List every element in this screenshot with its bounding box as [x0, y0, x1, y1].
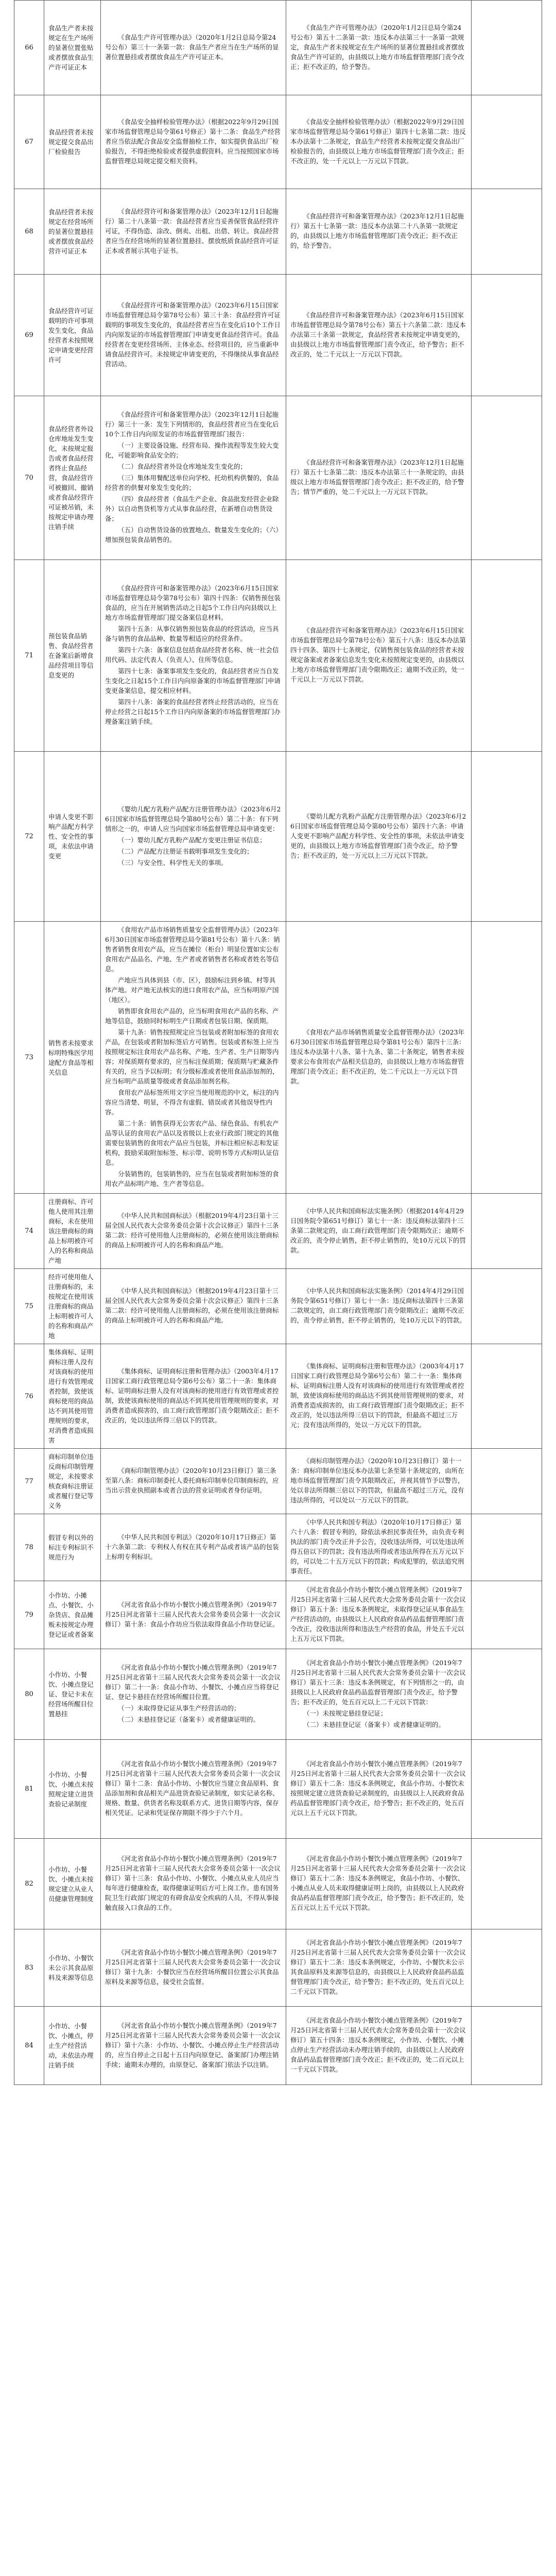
legal-basis-paragraph: 《食品经营许可和备案管理办法》（2023年12月1日起施行）第三十一条：发生下列情形的，食品经营者应当在变化后10个工作日内向原发证的市场监督管理部门报告： [105, 411, 279, 438]
legal-basis-paragraph: 《食品经营许可和备案管理办法》（2023年6月15日国家市场监督管理总局令第78号公布）第三十条：食品经营许可证载明的事项发生变化的，食品经营者应当在变化后10个工作日内向原发证的市场监督管理部门申请变更食品经营许可。食品经营者在变更经营场所、主体业态、经营项目的，应当重新申请食品经营许可。未按规定申请变更的，不得继续从事食品经营活动。 [105, 301, 281, 368]
table-row [14, 1, 542, 95]
table-row [14, 95, 542, 189]
legal-basis-cell [101, 1344, 286, 1449]
row-number: 84 [14, 2007, 44, 2085]
penalty-basis-paragraph: 《食品经营许可和备案管理办法》（2023年12月1日起施行）第五十七条第二款：违反本办法第三十一条规定的，由县级以上地方市场监督管理部门责令改正；拒不改正的，给予警告；情节严重的，处二千元以上一万元以下罚款。 [290, 459, 464, 496]
legal-basis-paragraph: 《河北省食品小作坊小餐饮小摊点管理条例》（2019年7月25日河北省第十三届人民代表大会常务委员会第十一次会议修订）第二十一条：食品小作坊、小餐饮、小摊点应当将登记证、登记卡悬挂在经营场所醒目位置。 [105, 1664, 281, 1701]
legal-basis-cell [101, 275, 286, 396]
legal-basis-cell [101, 1449, 286, 1514]
legal-basis-paragraph: （二）食品经营者外设仓库地址发生变化的； [118, 463, 247, 470]
legal-basis-cell [101, 2007, 286, 2085]
legal-basis-paragraph: 《中华人民共和国商标法》（根据2019年4月23日第十三届全国人民代表大会常务委员会第十次会议修正）第四十三条第二款：经许可使用他人注册商标的，必须在使用该注册商标的商品上标明被许可人的名称和商品产地。 [105, 1212, 279, 1249]
row-number: 76 [14, 1344, 44, 1449]
legal-basis-cell [101, 1929, 286, 2007]
legal-basis-paragraph: （一）未取得登记证从事生产经营活动的； [118, 1704, 240, 1712]
violation-item: 小作坊、小餐饮、小摊点登记证、登记卡未在经营场所醒目位置悬挂 [44, 1649, 101, 1740]
penalty-basis-paragraph: 《中华人民共和国商标法实施条例》（2014年4月29日国务院令第651号修订）第七十一条：违反商标法第四十三条第二款规定的，由工商行政管理部门责令限期改正；逾期不改正的，责令停止销售，拒不停止销售的，处10万元以下的罚款。 [290, 1287, 466, 1324]
remarks-cell [472, 1344, 542, 1449]
penalty-basis-paragraph: 《食品经营许可和备案管理办法》（2023年6月15日国家市场监督管理总局令第78号公布）第五十八条：违反本办法第四十四条、第四十七条规定，仅销售预包装食品的经营者未按规定备案或者备案信息发生变化未按照规定变更的，由县级以上地方市场监督管理部门责令限期改正；逾期不改正的，处一千元以上一万元以下罚款。 [290, 626, 466, 683]
legal-basis-paragraph: 分装销售的，包装销售的，应当在包装或者附加标签的食用农产品标明产地、生产者等信息。 [105, 1170, 279, 1188]
penalty-basis-cell [286, 922, 472, 1194]
row-number: 66 [14, 1, 44, 95]
row-number: 75 [14, 1269, 44, 1344]
legal-basis-paragraph: 《集体商标、证明商标注册和管理办法》（2003年4月17日国家工商行政管理总局令第6号公布）第二十一条：集体商标、证明商标注册人没有对该商标的使用进行有效管理或者控制，致使该商标使用的商品达不到其使用管理规则的要求，对消费者造成损害的，由工商行政管理部门责令限期改正；拒不改正的，处以违法所得三倍以下的罚款。 [105, 1367, 279, 1424]
row-number: 73 [14, 922, 44, 1194]
violation-item: 集体商标、证明商标注册人没有对该商标的使用进行有效管理或者控制，致使该商标使用的商品达不到其使用管理规则的要求，对消费者造成损害 [44, 1344, 101, 1449]
legal-basis-paragraph: （四）食品经营者（食品生产企业、食品批发经营企业除外）以自动售货机等方式从事食品经营，在新增自动售货设备； [105, 495, 279, 522]
penalty-basis-paragraph: 《河北省食品小作坊小餐饮小摊点管理条例》（2019年7月25日河北省第十三届人民代表大会常务委员会第十一次会议修订）第五十三条：违反本条例规定，有下列情形之一的，由县级以上人民政府食品药品监督管理部门责令改正，给予警告；拒不改正的，处五百元以上二千元以下罚款： [290, 1658, 466, 1706]
penalty-basis-cell [286, 1, 472, 95]
penalty-basis-cell [286, 396, 472, 560]
violation-item: 食品经营者外设仓库地址发生变化，未按规定报告或者食品经营者终止食品经营，食品经营许可被撤回、撤销或者食品经营许可证被吊销，未按规定申请办理注销手续 [44, 396, 101, 560]
legal-basis-paragraph: 《中华人民共和国商标法》（根据2019年4月23日第十三届全国人民代表大会常务委员会第十次会议修正）第四十三条第二款：经许可使用他人注册商标的，必须在使用该注册商标的商品上标明被许可人的名称和商品产地。 [105, 1287, 279, 1324]
penalty-basis-cell [286, 189, 472, 275]
legal-basis-cell [101, 752, 286, 922]
penalty-basis-paragraph: 《食品生产许可管理办法》（2020年1月2日总局令第24号公布）第五十二条第一款：违反本办法第三十一条第一款规定，食品生产者未按规定在生产场所的显著位置悬挂或者摆放食品生产许可证的，由县级以上地方市场监督管理部门责令改正；拒不改正的，给予警告。 [290, 23, 464, 71]
violation-item: 申请人变更不影响产品配方科学性、安全性的事项，未依法申请变更 [44, 752, 101, 922]
violation-item: 商标印制单位违反商标印制管理规定，未按要求核查商标注册证或者履行登记等义务 [44, 1449, 101, 1514]
row-number: 79 [14, 1581, 44, 1649]
legal-basis-paragraph: （三）集体用餐配送单位向学校、托幼机构供餐的，食品经营者的供餐对象发生变化的； [105, 474, 279, 492]
penalty-basis-cell [286, 1581, 472, 1649]
legal-basis-paragraph: （五）自动售货设备的放置地点、数量发生变化的；（六）增加预包装食品销售的。 [105, 526, 279, 544]
legal-basis-paragraph: 第四十六条：备案信息包括食品经营者名称、统一社会信用代码、法定代表人（负责人）、住所等信息。 [105, 646, 279, 664]
table-row [14, 752, 542, 922]
penalty-basis-paragraph: 《集体商标、证明商标注册和管理办法》（2003年4月17日国家工商行政管理总局令第6号公布）第二十一条：集体商标、证明商标注册人没有对该商标的使用进行有效管理或者控制，致使该商标使用的商品达不到其使用管理规则的要求，对消费者造成损害的，由工商行政管理部门责令限期改正；拒不改正的，处以违法所得三倍以下的罚款，但最高不超过三万元；没有违法所得的，处以一万元以下的罚款。 [290, 1362, 464, 1429]
legal-basis-paragraph: 第四十七条：备案事项发生变化的，食品经营者应当自发生变化之日起15个工作日内向原备案的市场监督管理部门申请变更备案信息，提交相应材料。 [105, 667, 281, 694]
legal-basis-cell [101, 189, 286, 275]
penalty-basis-cell [286, 2007, 472, 2085]
table-row [14, 2007, 542, 2085]
row-number: 71 [14, 560, 44, 752]
legal-basis-cell [101, 560, 286, 752]
penalty-basis-cell [286, 1740, 472, 1839]
row-number: 68 [14, 189, 44, 275]
legal-basis-cell [101, 922, 286, 1194]
penalty-basis-paragraph: 《食用农产品市场销售质量安全监督管理办法》（2023年6月30日国家市场监督管理总局令第81号公布）第四十三条：违反本办法第十八条、第十九条、第二十条规定，销售者未按要求公布食用农产品相关信息的，由县级以上地方市场监督管理部门责令改正；拒不改正的，处二千元以上一万元以下罚款。 [290, 1028, 465, 1085]
legal-basis-cell [101, 1649, 286, 1740]
violation-item: 小作坊、小餐饮、小摊点，停止生产经营活动，未依法办理注销手续 [44, 2007, 101, 2085]
violation-item: 注册商标、许可他人使用其注册商标，未在使用该注册商标的商品上标明被许可人的名称和商品产地 [44, 1194, 101, 1269]
legal-basis-paragraph: 《食品经营许可和备案管理办法》（2023年12月1日起施行）第二十八条第一款：食品经营者应当妥善保管食品经营许可证，不得伪造、涂改、倒卖、出租、出借、转让。食品经营者应当在经营场所的显著位置悬挂、摆放纸质食品经营许可证正本或者展示其电子证书。 [105, 207, 279, 255]
penalty-basis-paragraph: 《河北省食品小作坊小餐饮小摊点管理条例》（2019年7月25日河北省第十三届人民代表大会常务委员会第十一次会议修订）第五十四条：违反本条例规定，小作坊、小餐饮、小摊点停止生产经营活动未办理注销手续的，由县级以上人民政府食品药品监督管理部门责令改正；拒不改正的，处二百元以上一千元以下罚款。 [290, 2016, 466, 2073]
remarks-cell [472, 560, 542, 752]
legal-basis-paragraph: 《河北省食品小作坊小餐饮小摊点管理条例》（2019年7月25日河北省第十三届人民代表大会常务委员会第十一次会议修订）第十六条：小作坊、小餐饮、小摊点停止生产经营活动的，应当自停止之日起十五日内向原登记、备案部门办理注销手续；逾期未办理的，由原登记、备案部门依法予以注销。 [105, 2021, 281, 2069]
penalty-basis-cell [286, 1929, 472, 2007]
row-number: 72 [14, 752, 44, 922]
violation-item: 小作坊、小餐饮未公示其食品原料及来源等信息 [44, 1929, 101, 2007]
violation-item: 销售者未按要求标明特殊医学用途配方食品等相关信息 [44, 922, 101, 1194]
table-row [14, 1514, 542, 1581]
penalty-basis-paragraph: 《中华人民共和国专利法》（2020年10月17日修正）第六十八条：假冒专利的，除依法承担民事责任外，由负责专利执法的部门责令改正并予公告，没收违法所得，可以处违法所得五倍以下的罚款；没有违法所得或者违法所得在五万元以下的，可以处二十五万元以下的罚款；构成犯罪的，依法追究刑事责任。 [290, 1518, 464, 1575]
legal-basis-cell [101, 95, 286, 189]
table-row [14, 560, 542, 752]
penalty-basis-cell [286, 95, 472, 189]
remarks-cell [472, 1839, 542, 1929]
legal-basis-paragraph: 《婴幼儿配方乳粉产品配方注册管理办法》（2023年6月26日国家市场监督管理总局令第80号公布）第二十条：有下列情形之一的，申请人应当向国家市场监督管理总局申请变更： [105, 805, 281, 833]
legal-basis-paragraph: 《食品安全抽样检验管理办法》（根据2022年9月29日国家市场监督管理总局令第61号修正）第十二条：食品生产经营者应当依法配合食品安全监督抽检工作，如实提供食品出厂检验报告，不得拒绝检验或者提供虚假资料。应当按照国家市场监督管理总局规定提交相关资料。 [105, 117, 281, 165]
penalty-basis-cell [286, 752, 472, 922]
violation-item: 假冒专利以外的标注专利标识不规范行为 [44, 1514, 101, 1581]
row-number: 69 [14, 275, 44, 396]
table-row [14, 275, 542, 396]
table-row [14, 1344, 542, 1449]
row-number: 67 [14, 95, 44, 189]
penalty-basis-paragraph: 《河北省食品小作坊小餐饮小摊点管理条例》（2019年7月25日河北省第十三届人民代表大会常务委员会第十一次会议修订）第五十条：违反本条例规定，未取得登记证从事食品生产经营活动的，由县级以上人民政府食品药品监督管理部门责令改正，没收违法所得和违法生产经营的食品，并处五千元以上五万元以下罚款。 [290, 1586, 466, 1642]
legal-basis-paragraph: （一）主要设备设施、经营布局、操作流程等发生较大变化，可能影响食品安全的； [105, 442, 279, 459]
violation-item: 小作坊、小餐饮、小摊点未按照规定建立进货查验记录制度 [44, 1740, 101, 1839]
legal-basis-paragraph: 《河北省食品小作坊小餐饮小摊点管理条例》（2019年7月25日河北省第十三届人民代表大会常务委员会第十一次会议修订）第十二条：食品小作坊、小餐饮应当建立食品原料、食品添加剂和食品相关产品进货查验记录制度，如实记录名称、规格、数量、供货者名称及联系方式、进货日期等内容，保存相关凭证。记录和凭证保存期限不得少于六个月。 [105, 1760, 281, 1817]
remarks-cell [472, 275, 542, 396]
row-number: 70 [14, 396, 44, 560]
row-number: 78 [14, 1514, 44, 1581]
remarks-cell [472, 1740, 542, 1839]
violation-item: 食品经营者未按规定在经营场所的显著位置悬挂或者摆放食品经营许可证正本 [44, 189, 101, 275]
legal-basis-paragraph: （二）产品配方注册证书载明事项发生变化的； [118, 847, 253, 855]
row-number: 80 [14, 1649, 44, 1740]
remarks-cell [472, 1194, 542, 1269]
remarks-cell [472, 1, 542, 95]
penalty-basis-cell [286, 1269, 472, 1344]
remarks-cell [472, 1929, 542, 2007]
legal-basis-paragraph: （二）未悬挂登记证（备案卡）或者健康证明的。 [118, 1716, 260, 1723]
table-row [14, 1929, 542, 2007]
legal-basis-paragraph: 《河北省食品小作坊小餐饮小摊点管理条例》（2019年7月25日河北省第十三届人民代表大会常务委员会第十一次会议修订）第十条：食品小作坊应当依法取得食品小作坊登记证。 [105, 1600, 281, 1628]
legal-basis-paragraph: 《食品经营许可和备案管理办法》（2023年6月15日国家市场监督管理总局令第78号公布）第四十四条：仅销售预包装食品的，应当在开展销售活动之日起5个工作日内向县级以上地方市场监督管理部门提交备案信息材料。 [105, 584, 281, 621]
remarks-cell [472, 1514, 542, 1581]
regulation-table [14, 0, 542, 2085]
penalty-basis-cell [286, 1449, 472, 1514]
table-row [14, 1649, 542, 1740]
row-number: 74 [14, 1194, 44, 1269]
table-row [14, 1194, 542, 1269]
table-row [14, 1269, 542, 1344]
penalty-basis-paragraph: 《河北省食品小作坊小餐饮小摊点管理条例》（2019年7月25日河北省第十三届人民代表大会常务委员会第十一次会议修订）第五十二条：违反本条例规定，小作坊、小餐饮未公示其食品原料及来源等信息的，由县级以上人民政府食品药品监督管理部门责令改正，给予警告；拒不改正的，处五百元以上二千元以下罚款。 [290, 1939, 466, 1995]
legal-basis-paragraph: 产地应当具体到县（市、区），鼓励标注到乡镇、村等具体产地。对产地无法核实的进口食用农产品，应当标明原产国（地区）。 [105, 976, 279, 1004]
table-row [14, 1581, 542, 1649]
penalty-basis-paragraph: 《中华人民共和国商标法实施条例》（根据2014年4月29日国务院令第651号修订）第七十一条：违反商标法第四十三条第二款规定的，由工商行政管理部门责令限期改正；逾期不改正的，责令停止销售，拒不停止销售的，处10万元以下的罚款。 [290, 1207, 466, 1254]
table-row [14, 1740, 542, 1839]
table-row [14, 1839, 542, 1929]
remarks-cell [472, 1649, 542, 1740]
table-row [14, 922, 542, 1194]
penalty-basis-cell [286, 1194, 472, 1269]
remarks-cell [472, 922, 542, 1194]
penalty-basis-paragraph: 《食品安全抽样检验管理办法》（根据2022年9月29日国家市场监督管理总局令第61号修正）第四十七条第二款：违反本办法第十二条规定，食品生产经营者未按规定提交食品出厂检验报告的，由县级以上地方市场监督管理部门责令改正；拒不改正的，处一千元以上一万元以下罚款。 [290, 117, 466, 165]
remarks-cell [472, 1269, 542, 1344]
violation-item: 经许可使用他人注册商标的，未按规定在使用该注册商标的商品上标明被许可人的名称和商品产地 [44, 1269, 101, 1344]
legal-basis-paragraph: 销售即食食用农产品的，应当标明食用农产品的名称、产地等信息，鼓励同时标明生产日期或者包装日期、保质期。 [105, 1007, 279, 1025]
penalty-basis-paragraph: 《河北省食品小作坊小餐饮小摊点管理条例》（2019年7月25日河北省第十三届人民代表大会常务委员会第十一次会议修订）第五十二条：违反本条例规定，食品小作坊、小餐饮、小摊点从业人员未取得健康证明上岗的，由县级以上人民政府食品药品监督管理部门责令改正，给予警告；拒不改正的，处五百元以上五千元以下罚款。 [290, 1855, 466, 1911]
legal-basis-cell [101, 1839, 286, 1929]
row-number: 82 [14, 1839, 44, 1929]
legal-basis-paragraph: 《食品生产许可管理办法》（2020年1月2日总局令第24号公布）第三十一条第一款：食品生产者应当在生产场所的显著位置悬挂或者摆放食品生产许可证正本。 [105, 33, 279, 61]
legal-basis-paragraph: 第二十条：销售获得无公害农产品、绿色食品、有机农产品等认证的食用农产品以及省级以上农业行政部门规定的其他需要包装销售的食用农产品应当包装，并标注相应标志和发证机构，鼓励采取附加标签、标示带、说明书等方式标明认证信息。 [105, 1120, 279, 1166]
table-row [14, 396, 542, 560]
row-number: 81 [14, 1740, 44, 1839]
penalty-basis-cell [286, 560, 472, 752]
penalty-basis-paragraph: 《食品经营许可和备案管理办法》（2023年12月1日起施行）第五十七条第一款：违反本办法第二十八条第一款规定的，由县级以上地方市场监督管理部门责令改正；拒不改正的，给予警告。 [290, 212, 464, 249]
table-row [14, 1449, 542, 1514]
legal-basis-cell [101, 1194, 286, 1269]
legal-basis-paragraph: 食用农产品标签所用文字应当使用规范的中文，标注的内容应当清楚、明显，不得含有虚假、错误或者其他误导性内容。 [105, 1089, 279, 1116]
violation-item: 小作坊、小餐饮、小摊点未按规定建立从业人员健康管理制度 [44, 1839, 101, 1929]
legal-basis-cell [101, 1740, 286, 1839]
penalty-basis-cell [286, 1514, 472, 1581]
penalty-basis-paragraph: 《食品经营许可和备案管理办法》（2023年6月15日国家市场监督管理总局令第78号公布）第五十六条第二款：违反本办法第三十条第一款规定，食品经营者未按规定申请变更的，由县级以上地方市场监督管理部门责令改正，给予警告；拒不改正的，处二千元以上一万元以下罚款。 [290, 311, 466, 358]
legal-basis-paragraph: 《商标印制管理办法》（2020年10月23日修订）第三条至第八条：商标印制委托人委托商标印制单位印制商标的，应当出示营业执照副本或者合法的营业证明或者身份证明。 [105, 1467, 279, 1494]
legal-basis-cell [101, 1269, 286, 1344]
row-number: 83 [14, 1929, 44, 2007]
penalty-basis-cell [286, 1344, 472, 1449]
legal-basis-paragraph: 第四十八条：备案的食品经营者终止经营活动的，应当在停止经营之日起15个工作日内向原备案的市场监督管理部门办理备案注销手续。 [105, 698, 281, 725]
violation-item: 小作坊、小摊点、小餐饮、小杂货店、食品摊贩未按规定办理登记证或者备案 [44, 1581, 101, 1649]
legal-basis-paragraph: 第十九条：销售按照规定应当包装或者附加标签的食用农产品，在包装或者附加标签后方可销售。包装或者标签上应当按照规定标注食用农产品名称、产地、生产者、生产日期等内容；对保质期有要求的，应当标注保质期；保质期与贮藏条件有关的，应当予以标明；有分级标准或者使用食品添加剂的，应当标明产品质量等级或者食品添加剂名称。 [105, 1028, 279, 1085]
table-row [14, 189, 542, 275]
violation-item: 食品经营者未按规定提交食品出厂检验报告 [44, 95, 101, 189]
penalty-basis-paragraph: （一）未按规定悬挂登记证； [303, 1709, 387, 1717]
violation-item: 预包装食品销售、食品经营者在备案后新增食品经营项目等信息变更的 [44, 560, 101, 752]
penalty-basis-cell [286, 275, 472, 396]
remarks-cell [472, 396, 542, 560]
legal-basis-cell [101, 1514, 286, 1581]
legal-basis-paragraph: 第四十五条：从事仅销售预包装食品的经营活动，应当具备与销售的食品品种、数量等相适应的经营条件。 [105, 625, 279, 642]
remarks-cell [472, 189, 542, 275]
violation-item: 食品经营许可证载明的许可事项发生变化，食品经营者未按照规定申请变更经营许可 [44, 275, 101, 396]
legal-basis-paragraph: 《食用农产品市场销售质量安全监督管理办法》（2023年6月30日国家市场监督管理总局令第81号公布）第十八条：销售者销售食用农产品，应当在摊位（柜台）明显位置如实公布食用农产品品名、产地、生产者或者销售者名称或者姓名等信息。 [105, 926, 280, 973]
legal-basis-paragraph: 《河北省食品小作坊小餐饮小摊点管理条例》（2019年7月25日河北省第十三届人民代表大会常务委员会第十一次会议修订）第十三条：食品小作坊、小餐饮、小摊点从业人员应当每年进行健康检查，取得健康证明后方可上岗工作。患有国务院卫生行政部门规定的有碍食品安全疾病的人员，不得从事接触直接入口食品的工作。 [105, 1855, 281, 1911]
remarks-cell [472, 1581, 542, 1649]
remarks-cell [472, 95, 542, 189]
regulation-table-body [14, 1, 542, 2085]
penalty-basis-paragraph: （二）未悬挂登记证（备案卡）或者健康证明的。 [303, 1720, 445, 1728]
legal-basis-paragraph: （一）婴幼儿配方乳粉产品配方变更注册证书信息； [118, 836, 266, 844]
regulation-table-sheet [14, 0, 542, 2085]
legal-basis-paragraph: 《河北省食品小作坊小餐饮小摊点管理条例》（2019年7月25日河北省第十三届人民代表大会常务委员会第十一次会议修订）第十九条：小餐饮应当在经营场所醒目位置公示其食品原料及来源等信息，接受社会监督。 [105, 1948, 281, 1986]
penalty-basis-cell [286, 1649, 472, 1740]
penalty-basis-cell [286, 1839, 472, 1929]
remarks-cell [472, 752, 542, 922]
penalty-basis-paragraph: 《商标印制管理办法》（2020年10月23日修订）第十一条：商标印制单位违反本办法第七条至第十条规定的，由所在地市场监督管理部门责令其限期改正，并视其情节予以警告，处以非法所得额三倍以下的罚款，但最高不超过三万元，没有违法所得的，可以处以一万元以下的罚款。 [290, 1457, 464, 1504]
remarks-cell [472, 2007, 542, 2085]
penalty-basis-paragraph: 《河北省食品小作坊小餐饮小摊点管理条例》（2019年7月25日河北省第十三届人民代表大会常务委员会第十一次会议修订）第五十二条：违反本条例规定，食品小作坊、小餐饮未按照规定建立进货查验记录制度的，由县级以上人民政府食品药品监督管理部门责令改正，给予警告；拒不改正的，处五百元以上五千元以下罚款。 [290, 1760, 466, 1817]
legal-basis-cell [101, 396, 286, 560]
legal-basis-paragraph: （三）与安全性、科学性无关的事项。 [118, 858, 228, 867]
row-number: 77 [14, 1449, 44, 1514]
penalty-basis-paragraph: 《婴幼儿配方乳粉产品配方注册管理办法》（2023年6月26日国家市场监督管理总局令第80号公布）第四十六条：申请人变更不影响产品配方科学性、安全性的事项，未依法申请变更的，由县级以上地方市场监督管理部门责令改正，给予警告；拒不改正的，处一万元以上三万元以下罚款。 [290, 812, 466, 859]
violation-item: 食品生产者未按规定在生产场所的显著位置张贴或者摆放食品生产许可证正本 [44, 1, 101, 95]
legal-basis-paragraph: 《中华人民共和国专利法》（2020年10月17日修正）第十六条第二款：专利权人有权在其专利产品或者该产品的包装上标明专利标识。 [105, 1533, 279, 1561]
legal-basis-cell [101, 1581, 286, 1649]
remarks-cell [472, 1449, 542, 1514]
legal-basis-cell [101, 1, 286, 95]
